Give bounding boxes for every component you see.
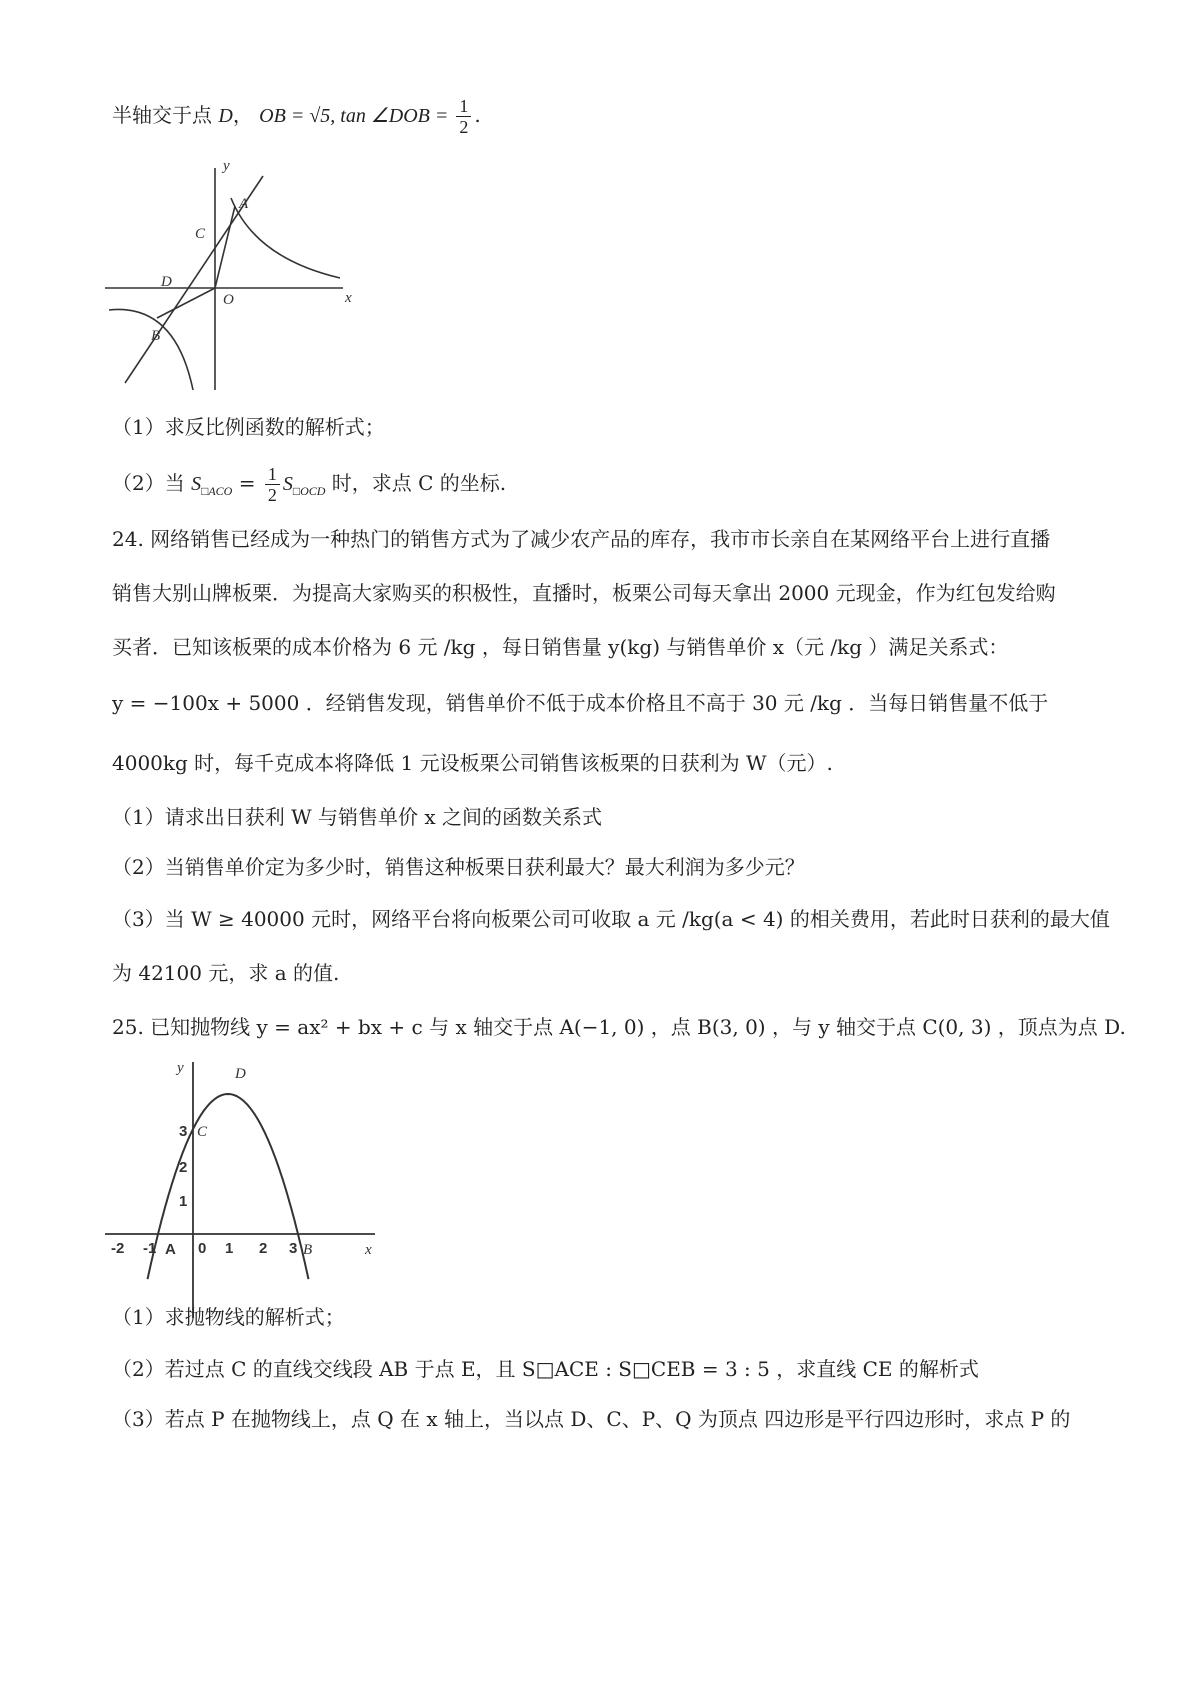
- q25-figure-svg: [105, 1056, 405, 1326]
- q25-ytick: 3: [179, 1123, 188, 1140]
- q23-figure: [105, 158, 365, 398]
- q24-part3a: （3）当 W ≥ 40000 元时，网络平台将向板栗公司可收取 a 元 /kg(a < 4) 的相关费用，若此时日获利的最大值: [112, 907, 1110, 931]
- q23-part2-fraction: [265, 464, 280, 505]
- q23-intro-text: 半轴交于点: [112, 103, 219, 127]
- q23-part2-lead: （2）当: [112, 471, 192, 495]
- q23-intro-line: [112, 96, 481, 137]
- q23-frac-den: 2: [459, 117, 469, 137]
- q24-line2: 销售大别山牌板栗．为提高大家购买的积极性，直播时，板栗公司每天拿出 2000 元现金，作为红包发给购: [112, 581, 1056, 605]
- q24-part2: （2）当销售单价定为多少时，销售这种板栗日获利最大？最大利润为多少元？: [112, 855, 805, 879]
- q23-hyperbola-q3: [109, 309, 193, 390]
- q24-line5: 4000kg 时，每千克成本将降低 1 元设板栗公司销售该板栗的日获利为 W（元）.: [112, 751, 833, 775]
- q23-comma: ，: [232, 103, 253, 127]
- q25-label-d: D: [235, 1066, 246, 1082]
- q23-ob-expression: OB = √5, tan ∠DOB =: [259, 105, 454, 127]
- q25-label-x: x: [365, 1242, 372, 1258]
- q24-part3b: 为 42100 元，求 a 的值.: [112, 961, 340, 985]
- q23-label-y: y: [223, 158, 230, 174]
- q24-line1: 24. 网络销售已经成为一种热门的销售方式为了减少农产品的库存，我市市长亲自在某网络平台上进行直播: [112, 527, 1051, 551]
- q23-label-d: D: [161, 274, 172, 290]
- q25-ytick: 1: [179, 1193, 188, 1210]
- q25-xtick: -1: [143, 1240, 157, 1257]
- q23-part2-tail: 时，求点 C 的坐标.: [325, 471, 507, 495]
- q25-part2: （2）若过点 C 的直线交线段 AB 于点 E，且 S□ACE : S□CEB = 3 : 5 ，求直线 CE 的解析式: [112, 1357, 979, 1381]
- q24-part1: （1）请求出日获利 W 与销售单价 x 之间的函数关系式: [112, 805, 602, 829]
- q23-part2-frac-den: 2: [267, 485, 277, 505]
- q25-xtick: 2: [259, 1240, 268, 1257]
- q23-period: .: [474, 103, 481, 127]
- q25-xtick: -2: [111, 1240, 125, 1257]
- q25-label-a: A: [165, 1241, 176, 1258]
- q25-part3: （3）若点 P 在抛物线上，点 Q 在 x 轴上，当以点 D、C、P、Q 为顶点 四边形是平行四边形时，求点 P 的: [112, 1407, 1071, 1431]
- q23-frac-num: 1: [456, 96, 471, 117]
- q23-figure-svg: [105, 158, 365, 398]
- q23-area-s2: S: [282, 473, 293, 495]
- q23-label-b: B: [151, 328, 161, 344]
- q23-point-d: D: [218, 105, 233, 127]
- q25-xtick: 0: [198, 1240, 207, 1257]
- q25-label-c: C: [197, 1124, 208, 1140]
- q23-fraction: [456, 96, 471, 137]
- q23-area-s1-sub: □ACO: [201, 484, 233, 498]
- q25-label-b: B: [303, 1242, 313, 1258]
- q25-part1: （1）求抛物线的解析式；: [112, 1305, 345, 1329]
- q25-label-y: y: [177, 1060, 184, 1076]
- q23-label-a: A: [239, 196, 249, 212]
- q23-equals: =: [232, 471, 262, 495]
- q25-line1: 25. 已知抛物线 y = ax² + bx + c 与 x 轴交于点 A(−1, 0) ，点 B(3, 0) ，与 y 轴交于点 C(0, 3) ，顶点为点 D.: [112, 1015, 1126, 1039]
- q23-label-c: C: [195, 226, 206, 242]
- q23-part1: （1）求反比例函数的解析式；: [112, 415, 385, 439]
- q23-label-x: x: [345, 290, 352, 306]
- q23-label-o: O: [223, 292, 234, 308]
- q25-figure: [105, 1056, 405, 1326]
- q25-xtick: 3: [289, 1240, 298, 1257]
- q23-part2: [112, 464, 506, 506]
- q25-ytick: 2: [179, 1159, 188, 1176]
- q24-line3: 买者．已知该板栗的成本价格为 6 元 /kg ，每日销售量 y(kg) 与销售单价 x（元 /kg ）满足关系式：: [112, 635, 1009, 659]
- q24-line4: y = −100x + 5000 ．经销售发现，销售单价不低于成本价格且不高于 30 元 /kg ．当每日销售量不低于: [112, 691, 1049, 715]
- q23-segment-oa: [215, 206, 235, 288]
- q25-xtick: 1: [225, 1240, 234, 1257]
- q23-area-s1: S: [191, 473, 202, 495]
- q23-part2-frac-num: 1: [265, 464, 280, 485]
- q23-area-s2-sub: □OCD: [292, 484, 326, 498]
